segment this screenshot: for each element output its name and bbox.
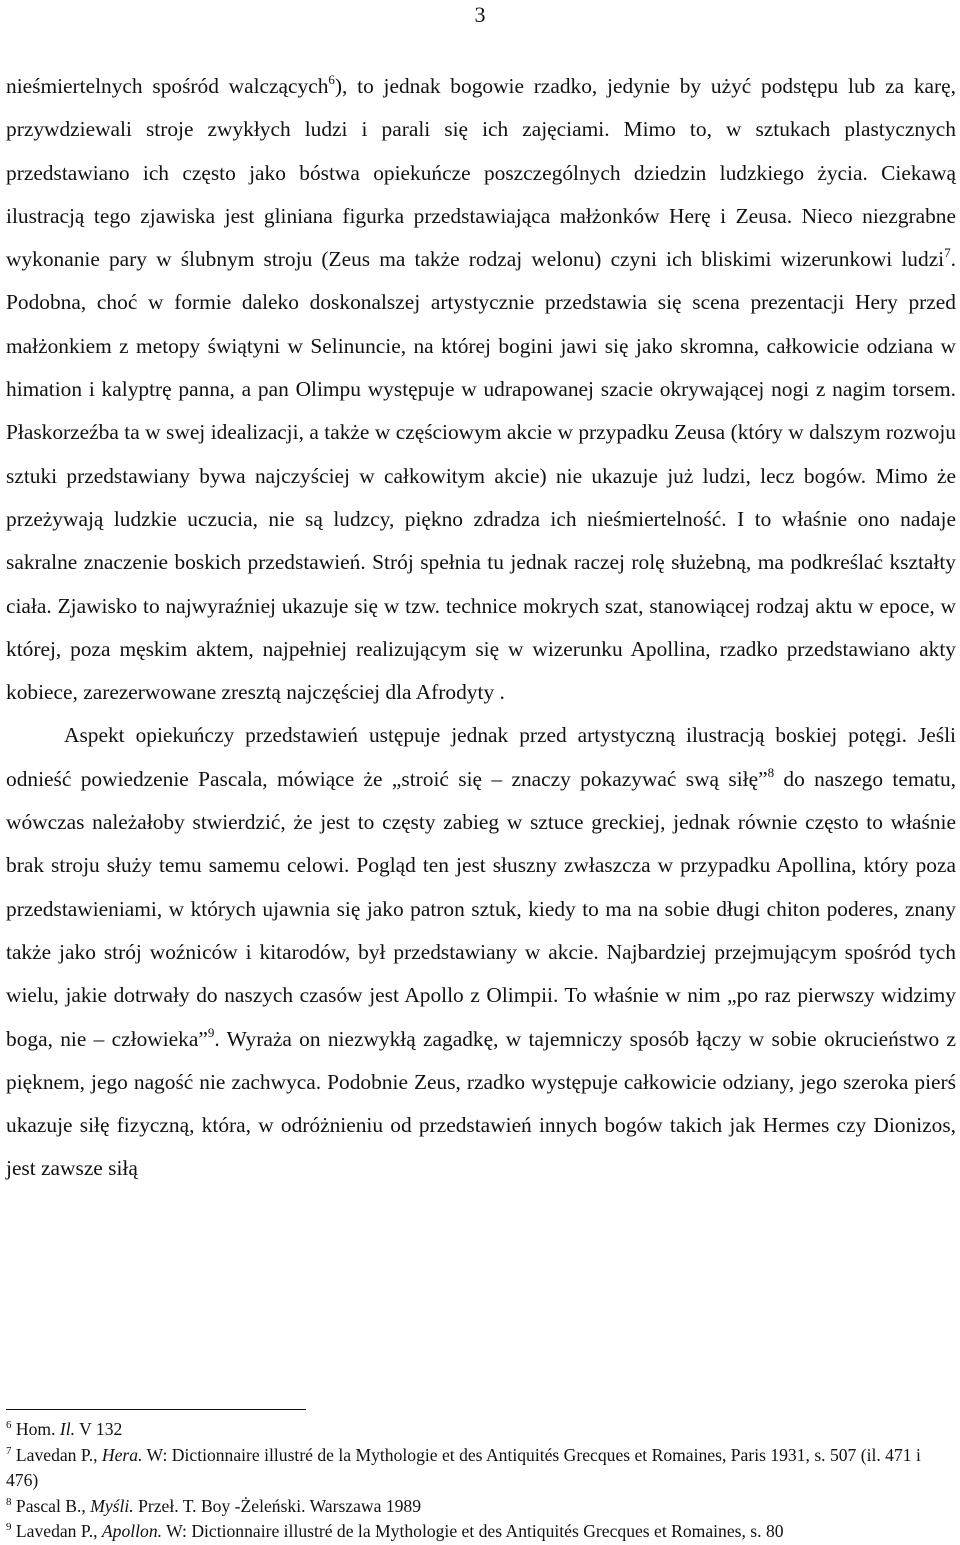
footnote-number: 9 [6, 1521, 12, 1533]
text-run: Pascal B., [15, 1495, 91, 1516]
text-run: Lavedan P., [15, 1444, 102, 1465]
footnote-ref[interactable]: 6 [328, 72, 335, 87]
text-run: W: Dictionnaire illustré de la Mythologie et des Antiquités Grecques et Romaines, Paris 1931, s. 507 (il. 471 i 476) [6, 1444, 921, 1490]
paragraph [6, 714, 956, 1190]
text-run: . Wyraża on niezwykłą zagadkę, w tajemniczy sposób łączy w sobie okrucieństwo z pięknem, jego nagość nie zachwyca. Podobnie Zeus, rzadko występuje całkowicie odziany, jego szeroka pierś ukazuje siłę fizyczną, która, w odróżnieniu od przedstawień innych bogów takich jak Hermes czy Dionizos, jest zawsze siłą [6, 1026, 956, 1181]
footnote [6, 1519, 956, 1545]
text-run: nieśmiertelnych spośród walczących [6, 74, 329, 98]
footnote-number: 8 [6, 1495, 12, 1508]
footnotes [6, 1417, 956, 1545]
footnote-separator [6, 1409, 306, 1410]
paragraph [6, 65, 956, 714]
text-run: do naszego tematu, wówczas należałoby stwierdzić, że jest to częsty zabieg w sztuce greckiej, jednak równie często to właśnie brak stroju służy temu samemu celowi. Pogląd ten jest słuszny zwłaszcza w przypadku Apollina, który poza przedstawieniami, w których ujawnia się jako patron sztuk, kiedy to ma na sobie długi chiton poderes, znany także jako strój woźniców i kitarodów, był przedstawiany w akcie. Najbardziej przejmującym spośród tych wielu, jakie dotrwały do naszych czasów jest Apollo z Olimpii. To właśnie w nim „po raz pierwszy widzimy boga, nie – człowieka” [6, 766, 956, 1051]
footnote-ref[interactable]: 9 [207, 1024, 215, 1040]
italic-title: Myśli. [90, 1495, 134, 1516]
footnote-ref[interactable]: 8 [767, 764, 775, 780]
text-run: Lavedan P., [15, 1521, 102, 1541]
italic-title: Apollon. [101, 1521, 163, 1541]
text-run: Aspekt opiekuńczy przedstawień ustępuje jednak przed artystyczną ilustracją boskiej potęgi. Jeśli odnieść powiedzenie Pascala, mówiące że „stroić się – znaczy pokazywać swą siłę” [6, 723, 956, 791]
footnote [6, 1417, 956, 1443]
text-run: Przeł. T. Boy -Żeleński. Warszawa 1989 [133, 1495, 422, 1516]
body-text [6, 65, 956, 1191]
footnote-ref[interactable]: 7 [944, 245, 951, 261]
footnote-number: 7 [6, 1444, 12, 1457]
text-run: Hom. [15, 1419, 60, 1439]
footnote [6, 1494, 956, 1520]
text-run: W: Dictionnaire illustré de la Mythologie et des Antiquités Grecques et Romaines, s. 80 [162, 1521, 784, 1541]
text-run: ), to jednak bogowie rzadko, jedynie by użyć podstępu lub za karę, przywdziewali stroje zwykłych ludzi i parali się ich zajęciami. Mimo to, w sztukach plastycznych przedstawiano ich często jako bóstwa opiekuńcze poszczególnych dziedzin ludzkiego życia. Ciekawą ilustracją tego zjawiska jest gliniana figurka przedstawiająca małżonków Herę i Zeusa. Nieco niezgrabne wykonanie pary w ślubnym stroju (Zeus ma także rodzaj welonu) czyni ich bliskimi wizerunkowi ludzi [6, 74, 956, 272]
italic-title: Hera. [101, 1444, 143, 1465]
footnote-number: 6 [6, 1419, 12, 1431]
italic-title: Il. [59, 1419, 76, 1439]
footnote [6, 1443, 956, 1494]
page-number: 3 [474, 2, 486, 27]
text-run: . Podobna, choć w formie daleko doskonalszej artystycznie przedstawia się scena prezentacji Hery przed małżonkiem z metopy świątyni w Selinuncie, na której bogini jawi się jako skromna, całkowicie odziana w himation i kalyptrę panna, a pan Olimpu występuje w udrapowanej szacie okrywającej nogi z nagim torsem. Płaskorzeźba ta w swej idealizacji, a także w częściowym akcie w przypadku Zeusa (który w dalszym rozwoju sztuki przedstawiany bywa najczyściej w całkowitym akcie) nie ukazuje już ludzi, lecz bogów. Mimo że przeżywają ludzkie uczucia, nie są ludzcy, piękno zdradza ich nieśmiertelność. I to właśnie ono nadaje sakralne znaczenie boskich przedstawień. Strój spełnia tu jednak raczej rolę służebną, ma podkreślać kształty ciała. Zjawisko to najwyraźniej ukazuje się w tzw. technice mokrych szat, stanowiącej rodzaj aktu w epoce, w której, poza męskim aktem, najpełniej realizującym się w wizerunku Apollina, rzadko przedstawiano akty kobiece, zarezerwowane zresztą najczęściej dla Afrodyty . [6, 247, 956, 705]
text-run: V 132 [75, 1419, 123, 1439]
